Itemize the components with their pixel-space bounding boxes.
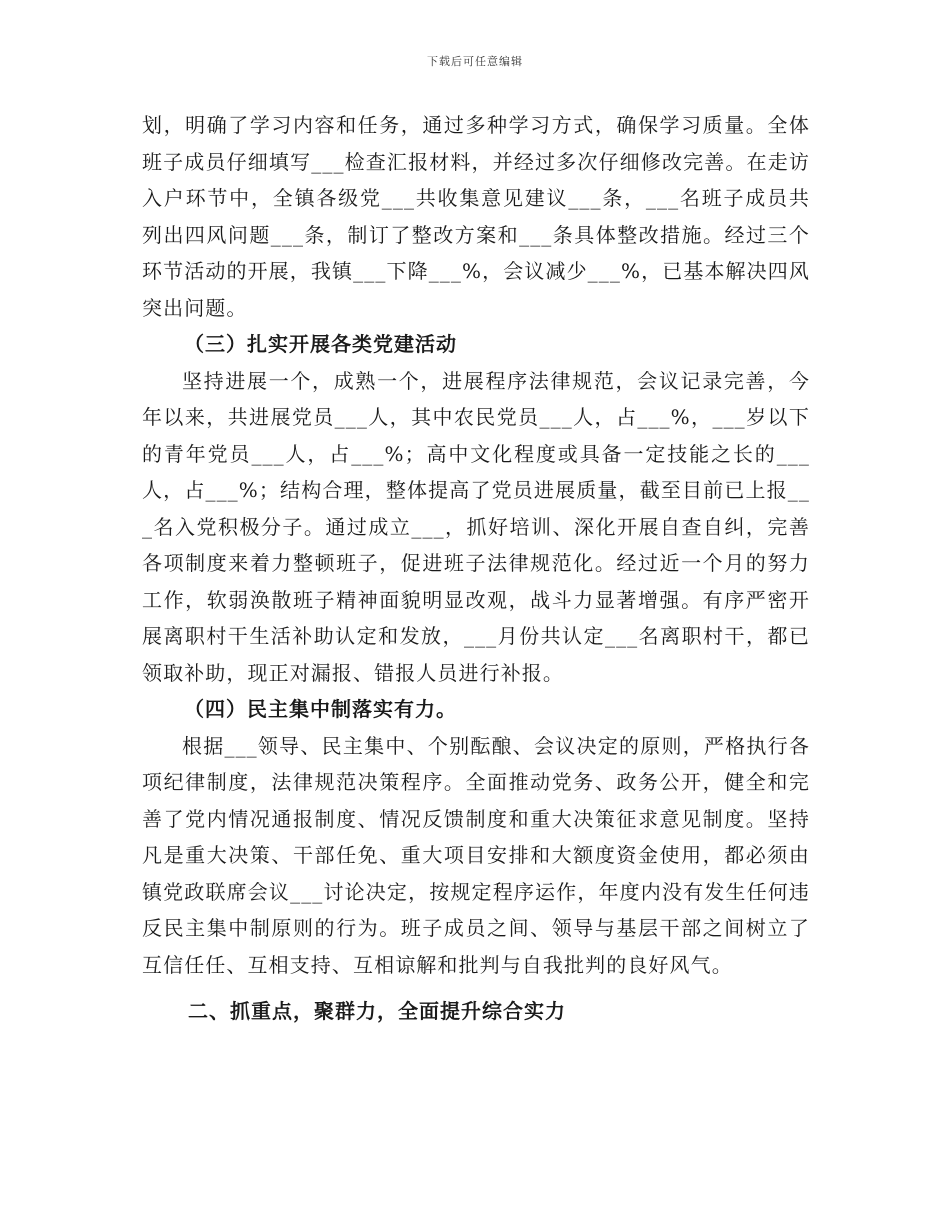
paragraph-democratic-centralism: 根据___领导、民主集中、个别酝酿、会议决定的原则，严格执行各项纪律制度，法律规范决策程序。全面推动党务、政务公开，健全和完善了党内情况通报制度、情况反馈制度和重大决策征求意见制度。坚持凡是重大决策、干部任免、重大项目安排和大额度资金使用，都必须由镇党政联席会议___讨论决定，按规定程序运作，年度内没有发生任何违反民主集中制原则的行为。班子成员之间、领导与基层干部之间树立了互信任任、互相支持、互相谅解和批判与自我批判的良好风气。 [142, 733, 810, 977]
document-body [142, 107, 810, 1030]
paragraph-party-development: 坚持进展一个，成熟一个，进展程序法律规范，会议记录完善，今年以来，共进展党员___人，其中农民党员___人，占___%，___岁以下的青年党员___人，占___%；高中文化程度或具备一定技能之长的___人，占___%；结构合理，整体提高了党员进展质量，截至目前已上报___名入党积极分子。通过成立___，抓好培训、深化开展自查自纠，完善各项制度来着力整顿班子，促进班子法律规范化。经过近一个月的努力工作，软弱涣散班子精神面貌明显改观，战斗力显著增强。有序严密开展离职村干生活补助认定和发放，___月份共认定___名离职村干，都已领取补助，现正对漏报、错报人员进行补报。 [142, 368, 810, 685]
section-heading-democratic-centralism: （四）民主集中制落实有力。 [184, 697, 457, 721]
paragraph-study-summary: 划，明确了学习内容和任务，通过多种学习方式，确保学习质量。全体班子成员仔细填写___检查汇报材料，并经过多次仔细修改完善。在走访入户环节中，全镇各级党___共收集意见建议___条，___名班子成员共列出四风问题___条，制订了整改方案和___条具体整改措施。经过三个环节活动的开展，我镇___下降___%，会议减少___%，已基本解决四风突出问题。 [142, 113, 810, 320]
section-heading-party-activities: （三）扎实开展各类党建活动 [184, 332, 457, 356]
header-note: 下载后可任意编辑 [427, 55, 523, 68]
chapter-heading-key-points: 二、抓重点，聚群力，全面提升综合实力 [188, 999, 566, 1023]
